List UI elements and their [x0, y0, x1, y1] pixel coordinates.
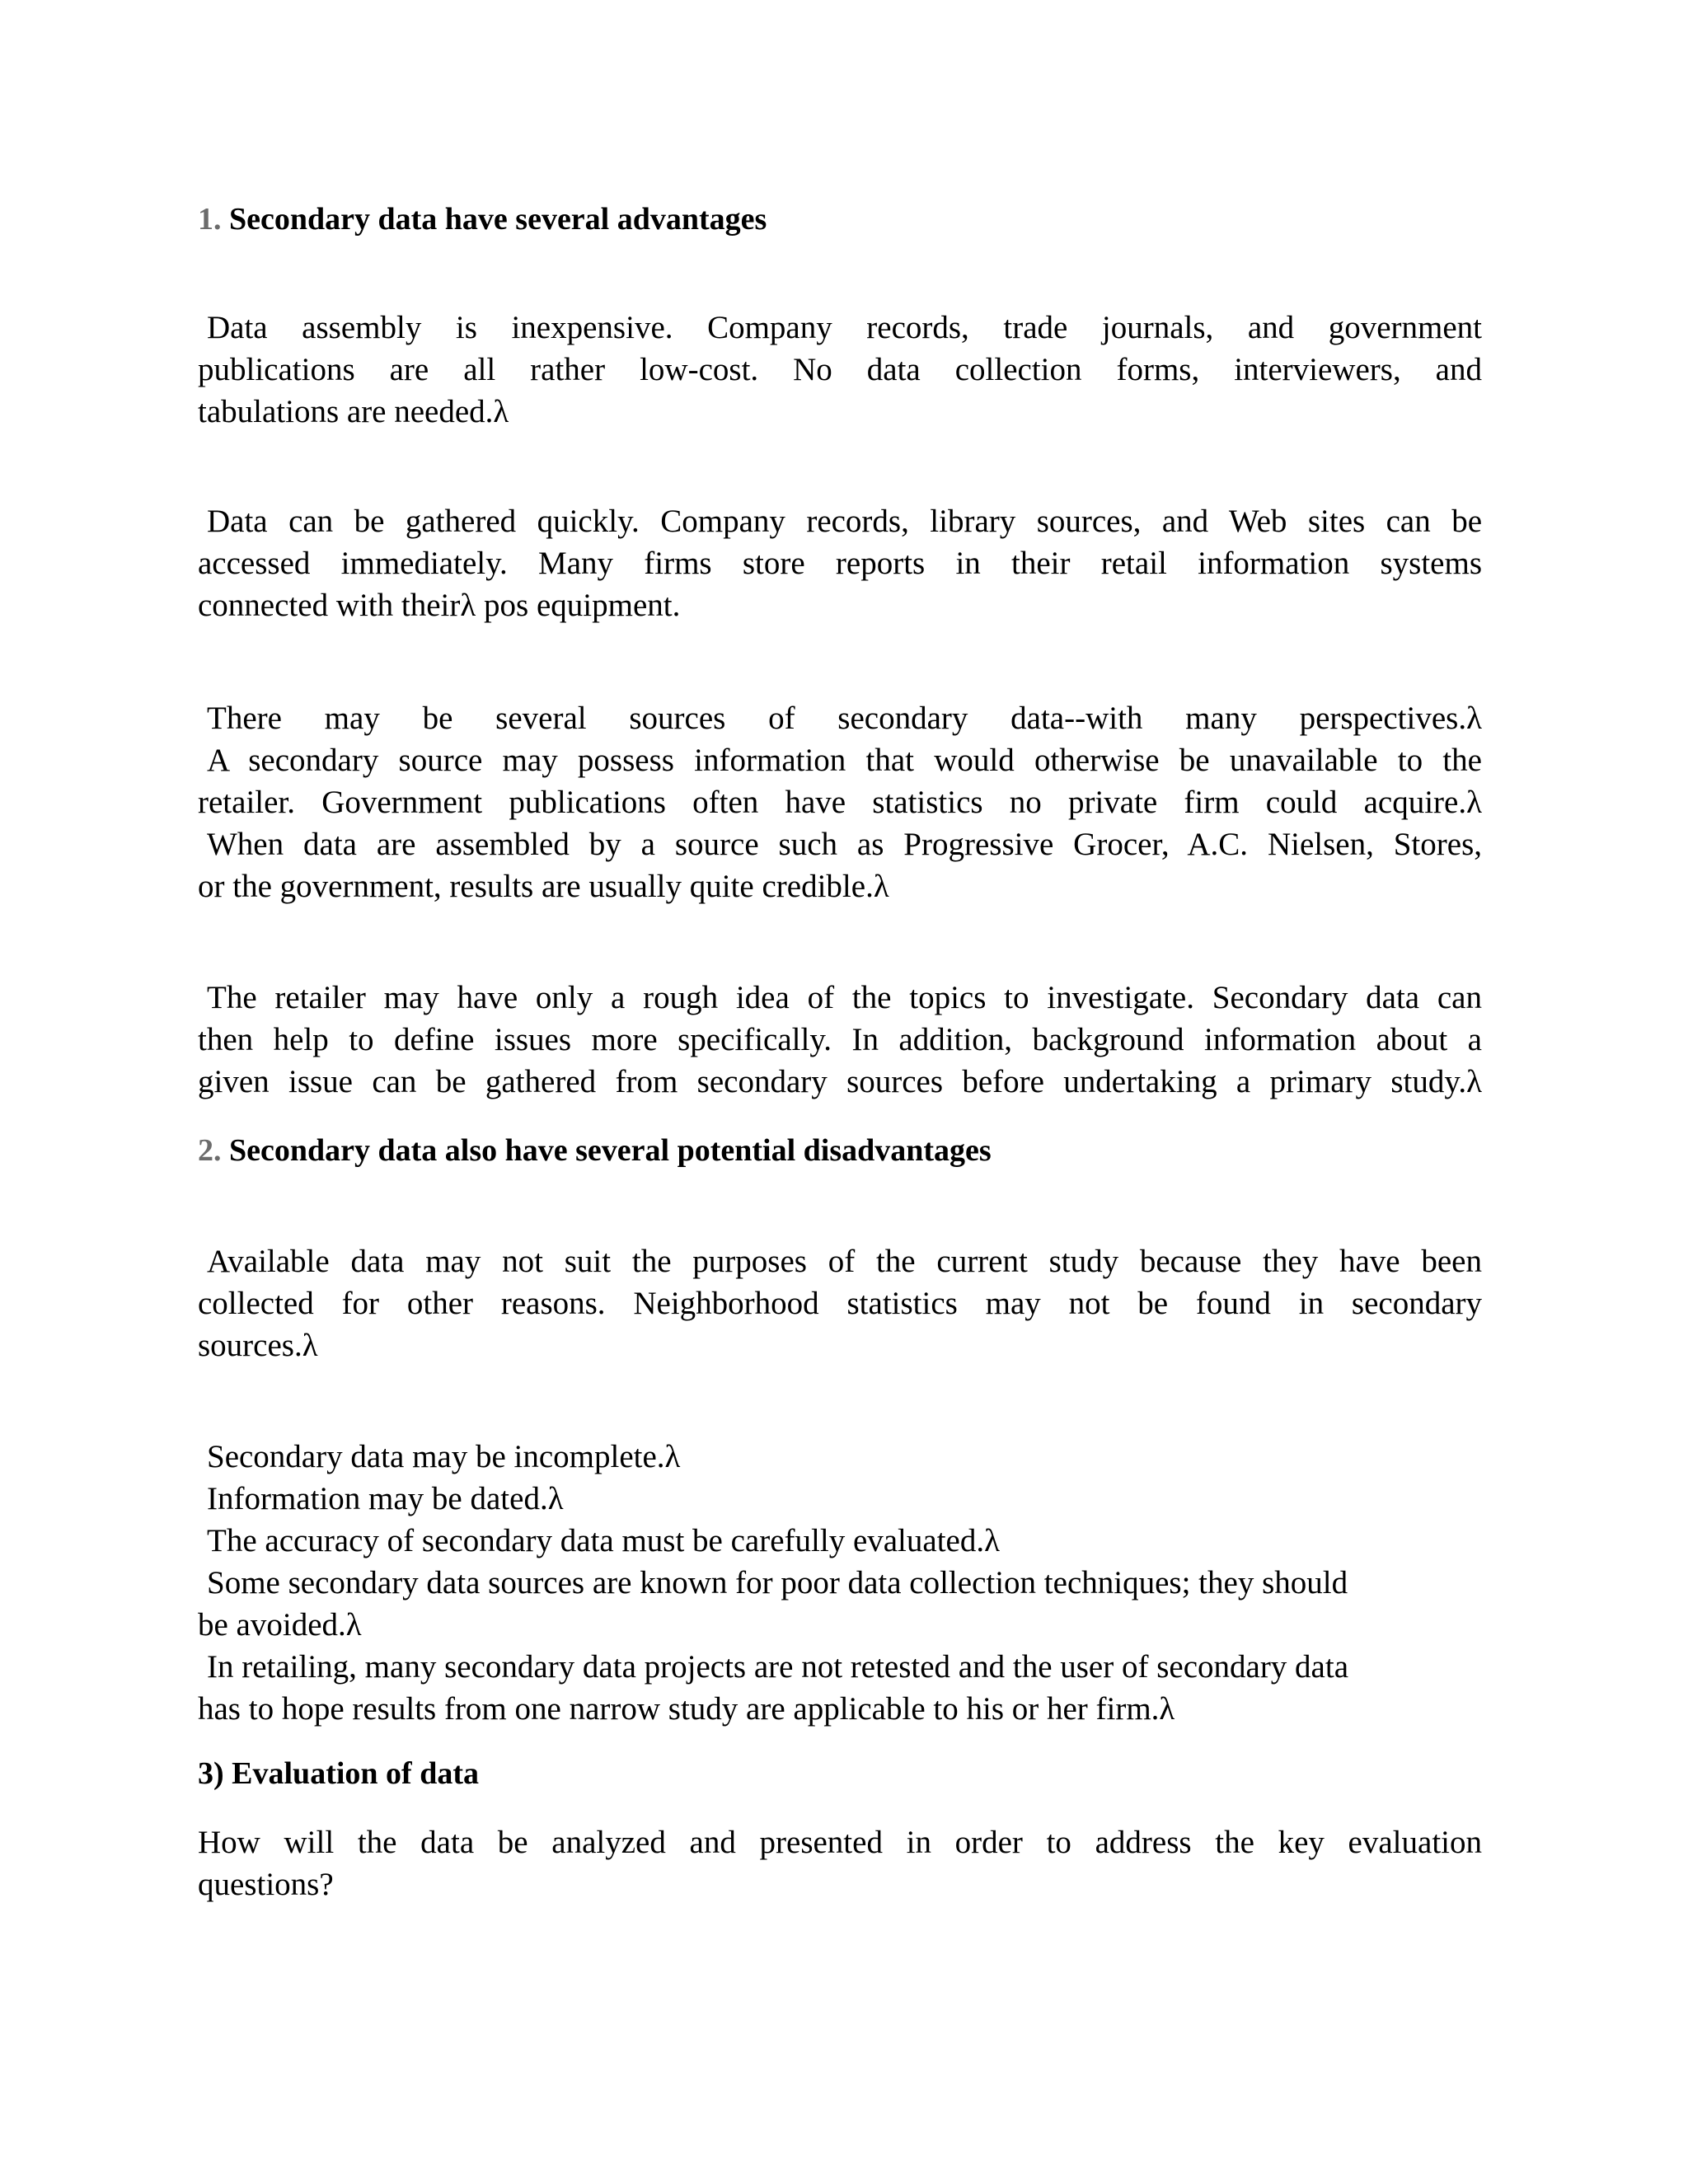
text-line: connected with theirλ pos equipment.: [198, 588, 681, 623]
text-line: The accuracy of secondary data must be carefully evaluated.λ: [207, 1523, 1001, 1558]
text-line: has to hope results from one narrow study are applicable to his or her firm.λ: [198, 1691, 1175, 1727]
text-line: given issue can be gathered from secondary sources before undertaking a primary study.λ: [198, 1064, 1482, 1099]
text-line: or the government, results are usually quite credible.λ: [198, 869, 889, 904]
section-1-title: Secondary data have several advantages: [229, 202, 767, 237]
advantage-paragraph-sources: [198, 697, 1482, 907]
section-2-heading: [198, 1129, 1482, 1172]
text-line: be avoided.λ: [198, 1607, 362, 1643]
text-line: Data can be gathered quickly. Company records, library sources, and Web sites can be: [207, 504, 1482, 539]
text-line: Data assembly is inexpensive. Company records, trade journals, and government: [207, 310, 1482, 345]
text-line: In retailing, many secondary data projects are not retested and the user of secondary data: [207, 1649, 1349, 1685]
section-2-title: Secondary data also have several potential disadvantages: [229, 1133, 992, 1168]
section-1-heading: [198, 198, 1482, 241]
disadvantage-paragraph-suitability: [198, 1240, 1482, 1366]
text-line: A secondary source may possess information that would otherwise be unavailable to the: [207, 743, 1482, 778]
text-line: publications are all rather low-cost. No data collection forms, interviewers, and: [198, 352, 1482, 387]
section-1-number: 1.: [198, 202, 222, 237]
text-line: then help to define issues more specifically. In addition, background information about a: [198, 1022, 1482, 1057]
text-line: When data are assembled by a source such as Progressive Grocer, A.C. Nielsen, Stores,: [207, 827, 1482, 862]
disadvantage-paragraph-list: [198, 1436, 1482, 1730]
text-line: tabulations are needed.λ: [198, 394, 509, 429]
text-line: accessed immediately. Many firms store reports in their retail information systems: [198, 546, 1482, 581]
text-line: questions?: [198, 1867, 334, 1902]
text-line: Information may be dated.λ: [207, 1481, 564, 1516]
text-line: retailer. Government publications often have statistics no private firm could acquire.λ: [198, 785, 1482, 820]
text-line: Available data may not suit the purposes of the current study because they have been: [207, 1244, 1482, 1279]
advantage-paragraph-inexpensive: [198, 307, 1482, 433]
text-line: sources.λ: [198, 1328, 318, 1363]
advantage-paragraph-define-issues: [198, 977, 1482, 1103]
text-line: collected for other reasons. Neighborhood statistics may not be found in secondary: [198, 1286, 1482, 1321]
text-line: Secondary data may be incomplete.λ: [207, 1439, 681, 1474]
section-3-title: 3) Evaluation of data: [198, 1756, 479, 1791]
advantage-paragraph-quick: [198, 500, 1482, 626]
evaluation-paragraph: [198, 1821, 1482, 1905]
text-line: How will the data be analyzed and presented in order to address the key evaluation: [198, 1825, 1482, 1860]
section-2-number: 2.: [198, 1133, 222, 1168]
text-line: There may be several sources of secondary data--with many perspectives.λ: [207, 701, 1482, 736]
text-line: The retailer may have only a rough idea of the topics to investigate. Secondary data can: [207, 980, 1482, 1015]
section-3-heading: [198, 1752, 1482, 1795]
text-line: Some secondary data sources are known for poor data collection techniques; they should: [207, 1565, 1348, 1601]
